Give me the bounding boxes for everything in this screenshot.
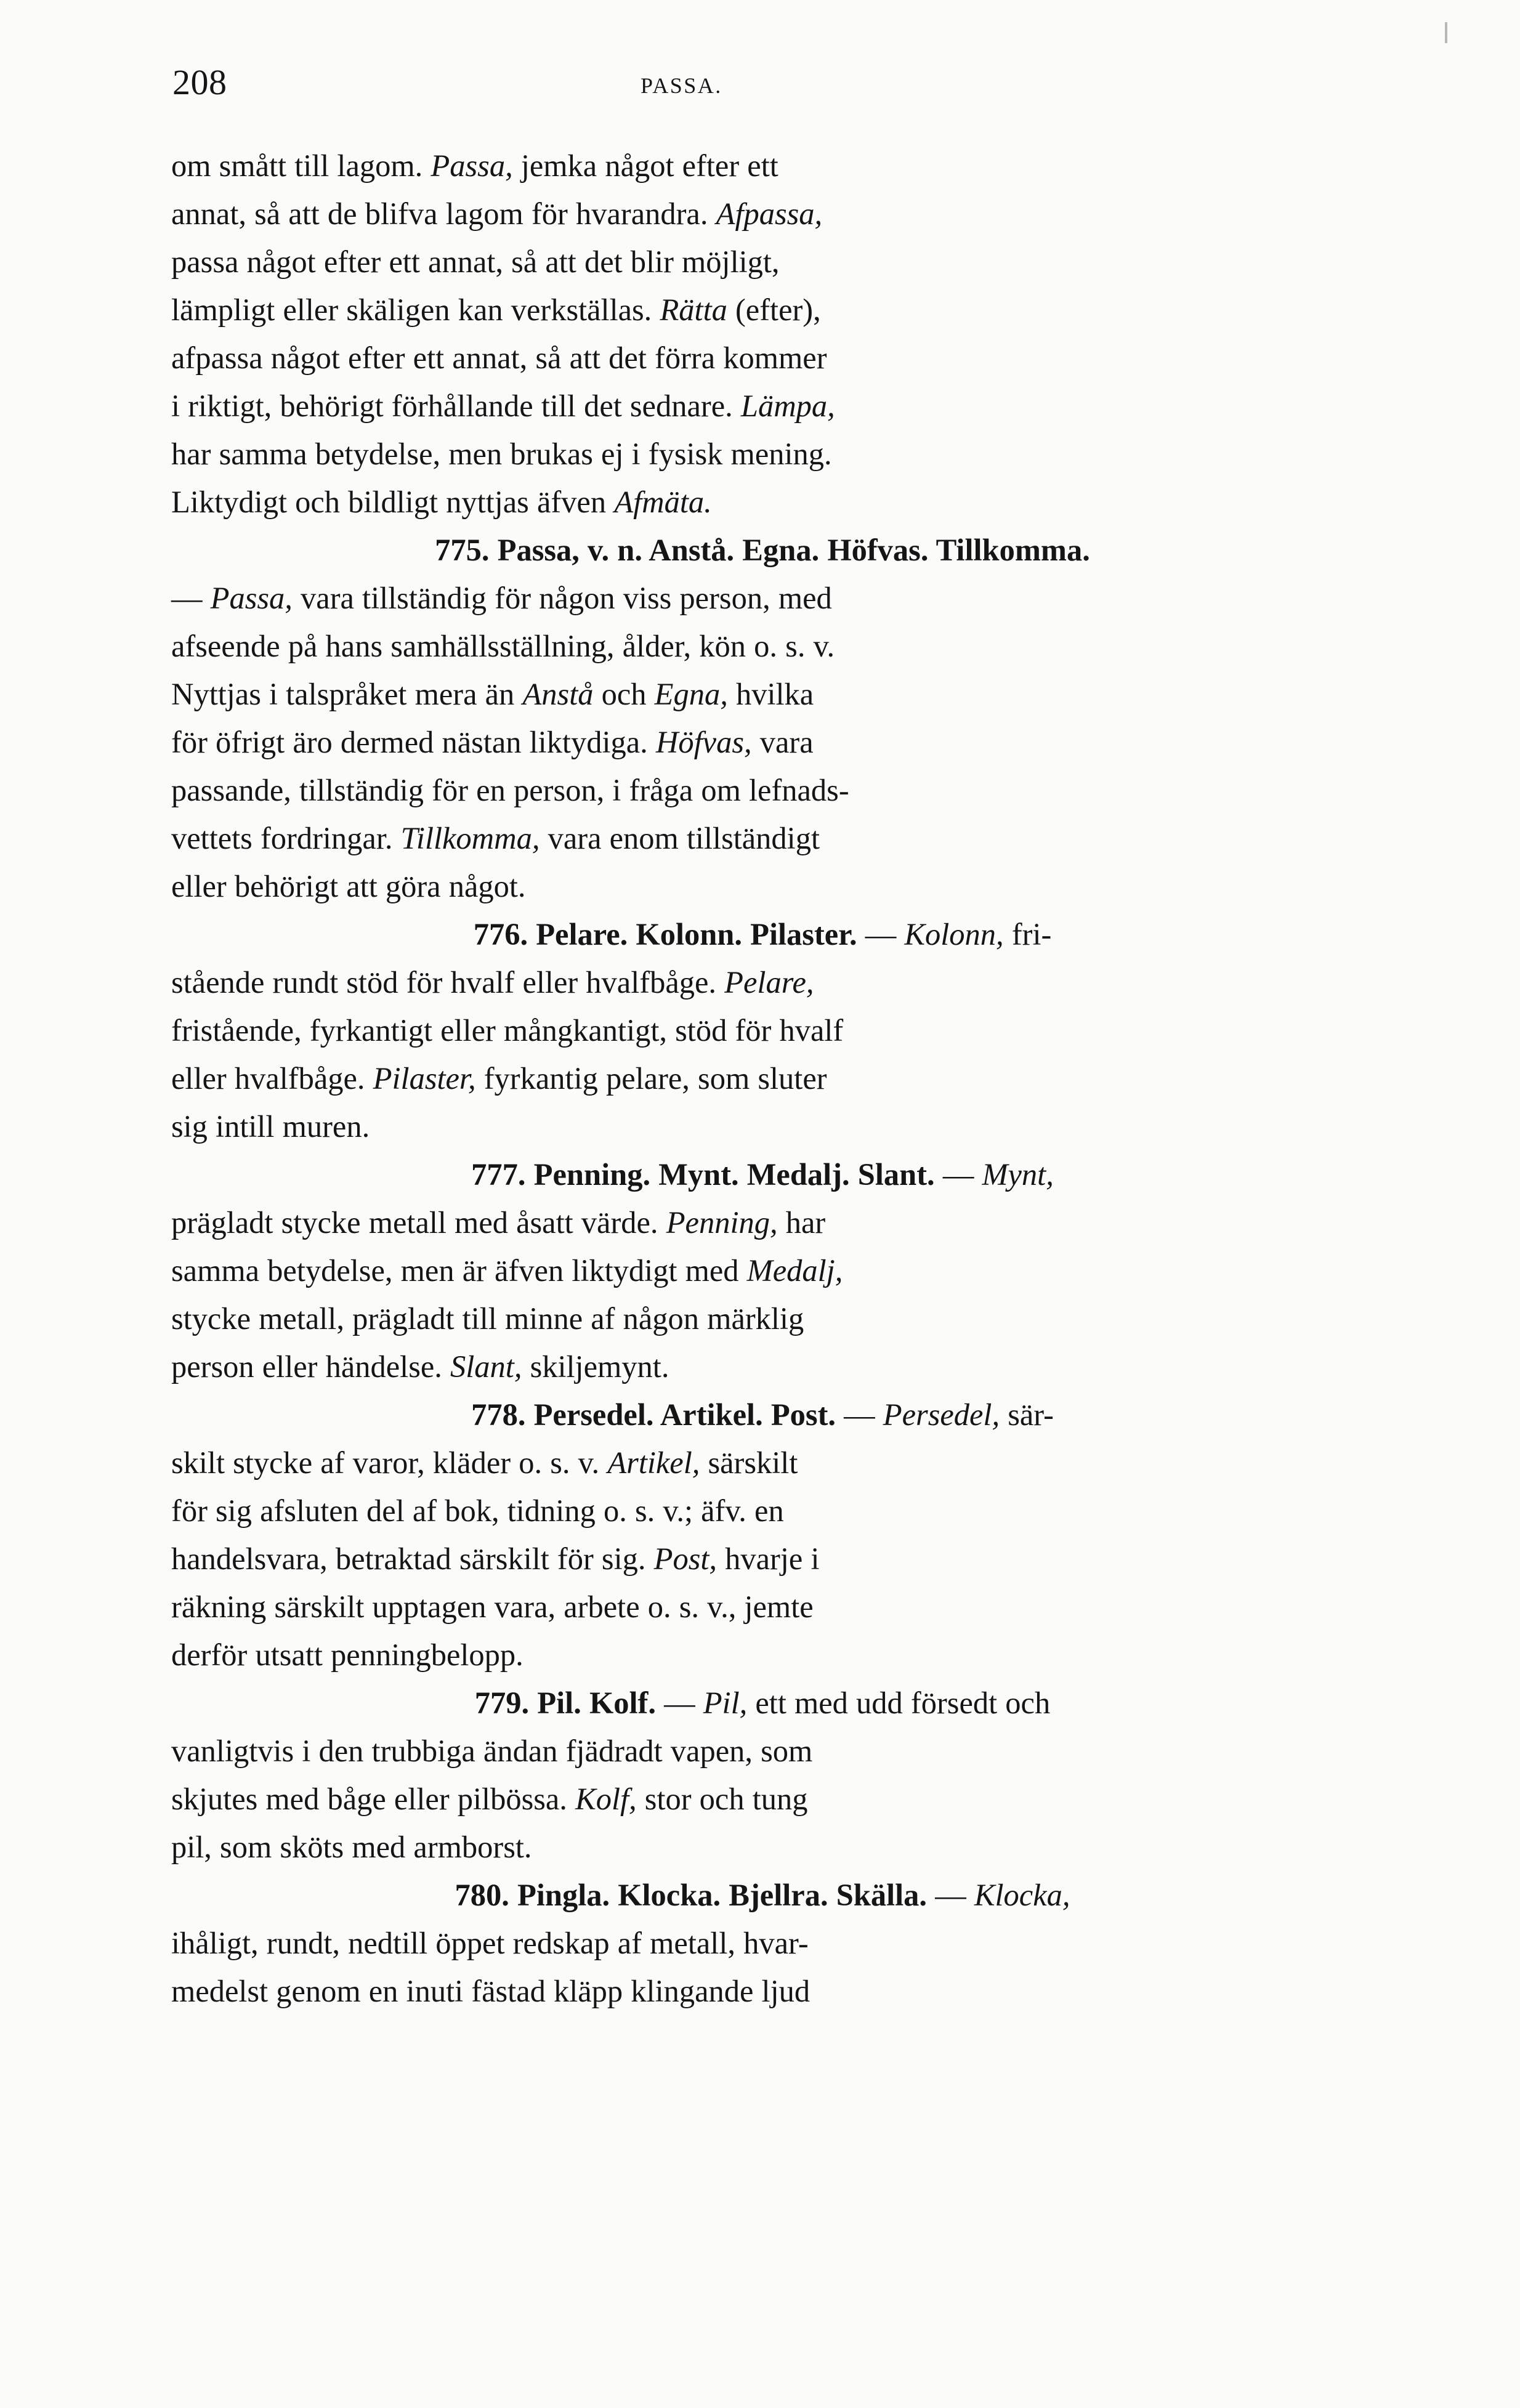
body-text: skilt stycke af varor, kläder o. s. v. [171,1445,608,1480]
text-line [171,1631,1354,1679]
text-line [171,1727,1354,1775]
text-line [171,958,1354,1006]
body-text: passande, tillständig för en person, i fråga om lefnads- [171,773,849,807]
text-line [171,190,1354,238]
text-line [171,718,1354,766]
italic-term: Höfvas, [655,725,752,759]
headword: Anstå. Egna. Höfvas. Tillkomma. [649,533,1090,567]
text-line [171,814,1354,862]
headword: v. n. [588,533,649,567]
body-text: i riktigt, behörigt förhållande till det sednare. [171,389,741,423]
italic-term: Post, [653,1541,718,1576]
text-line [171,1102,1354,1150]
body-text: ett med udd försedt och [747,1686,1051,1720]
body-text: vara [751,725,814,759]
body-text: eller behörigt att göra något. [171,869,526,903]
body-text: (efter), [727,293,821,327]
body-text: lämpligt eller skäligen kan verkställas. [171,293,660,327]
entry-heading-line [171,1679,1354,1727]
italic-term: Egna, [654,677,728,711]
headword: 775. Passa, [435,533,588,567]
body-text: sär- [1000,1397,1054,1432]
text-line [171,1006,1354,1054]
body-text: skiljemynt. [522,1349,669,1384]
body-text: afpassa något efter ett annat, så att det förra kommer [171,341,827,375]
italic-term: Anstå [522,677,594,711]
text-line [171,1054,1354,1102]
body-text: har [777,1205,826,1240]
body-text: stycke metall, prägladt till minne af någon märklig [171,1301,804,1336]
body-text: handelsvara, betraktad särskilt för sig. [171,1541,654,1576]
italic-term: Rätta [660,293,727,327]
italic-term: Kolf, [575,1782,637,1816]
body-text: afseende på hans samhällsställning, ålder, kön o. s. v. [171,629,835,663]
text-line [171,574,1354,622]
text-line [171,238,1354,286]
text-line [171,382,1354,430]
body-text: pil, som sköts med armborst. [171,1830,532,1864]
text-line [171,1775,1354,1823]
italic-term: Afpassa, [716,196,823,231]
body-text: för öfrigt äro dermed nästan liktydiga. [171,725,656,759]
body-text: fyrkantig pelare, som sluter [475,1061,827,1096]
headword: 779. Pil. Kolf. [474,1686,665,1720]
text-line [171,1919,1354,1967]
body-text: vanligtvis i den trubbiga ändan fjädradt vapen, som [171,1734,813,1768]
body-text: — [935,1878,974,1912]
italic-term: Slant, [450,1349,522,1384]
body-text: sig intill muren. [171,1109,370,1144]
italic-term: Passa, [210,581,293,615]
body-text: — [844,1397,883,1432]
body-text: stående rundt stöd för hvalf eller hvalfbåge. [171,965,725,1000]
body-text: vara tillständig för någon viss person, med [292,581,832,615]
scanned-page-area [166,55,1361,2346]
body-text: vettets fordringar. [171,821,401,855]
body-text: prägladt stycke metall med åsatt värde. [171,1205,666,1240]
text-line [171,1823,1354,1871]
running-head: PASSA. [641,73,722,98]
page-header [166,55,1361,123]
text-line [171,1583,1354,1631]
italic-term: Artikel, [607,1445,700,1480]
body-text: räkning särskilt upptagen vara, arbete o. s. v., jemte [171,1590,814,1624]
text-line [171,286,1354,334]
headword: 777. Penning. Mynt. Medalj. Slant. [471,1157,943,1192]
italic-term: Pilaster, [373,1061,476,1096]
headword: 776. Pelare. Kolonn. Pilaster. [473,917,865,951]
body-text: medelst genom en inuti fästad kläpp klingande ljud [171,1974,811,2008]
text-line [171,1487,1354,1535]
text-line [171,430,1354,478]
body-text: särskilt [700,1445,798,1480]
text-line [171,766,1354,814]
page-edge-mark [1445,22,1447,43]
entry-heading-line [171,1391,1354,1439]
italic-term: Lämpa, [740,389,835,423]
italic-term: Tillkomma, [400,821,540,855]
body-text: stor och tung [636,1782,808,1816]
body-text: — [942,1157,982,1192]
body-text: passa något efter ett annat, så att det blir möjligt, [171,244,780,279]
body-text: — [664,1686,703,1720]
italic-term: Penning, [666,1205,778,1240]
italic-term: Persedel, [883,1397,1000,1432]
text-line [171,1535,1354,1583]
headword: 778. Persedel. Artikel. Post. [471,1397,844,1432]
text-line [171,1295,1354,1343]
body-text: jemka något efter ett [512,148,778,183]
body-text: — [171,581,211,615]
body-text: person eller händelse. [171,1349,451,1384]
body-text: samma betydelse, men är äfven liktydigt med [171,1253,747,1288]
text-line [171,1246,1354,1295]
italic-term: Passa, [431,148,513,183]
entry-heading-line [171,1150,1354,1198]
body-text: hvarje i [717,1541,820,1576]
body-text: vara enom tillständigt [540,821,820,855]
body-text: Nyttjas i talspråket mera än [171,677,523,711]
text-line [171,1343,1354,1391]
body-text: eller hvalfbåge. [171,1061,373,1096]
page-number: 208 [172,62,227,102]
body-text: derför utsatt penningbelopp. [171,1638,524,1672]
text-line [171,478,1354,526]
body-text: har samma betydelse, men brukas ej i fysisk mening. [171,437,832,471]
body-text: — [865,917,905,951]
body-text: annat, så att de blifva lagom för hvarandra. [171,196,716,231]
italic-term: Kolonn, [904,917,1004,951]
italic-term: Mynt, [982,1157,1054,1192]
body-text: fristående, fyrkantigt eller mångkantigt, stöd för hvalf [171,1013,844,1048]
italic-term: Medalj, [746,1253,843,1288]
body-text: Liktydigt och bildligt nyttjas äfven [171,485,615,519]
text-line [171,622,1354,670]
entry-heading-line [171,526,1354,574]
text-line [171,334,1354,382]
entry-heading-line [171,910,1354,958]
body-text: hvilka [727,677,814,711]
body-text: skjutes med båge eller pilbössa. [171,1782,576,1816]
body-text: ihåligt, rundt, nedtill öppet redskap af metall, hvar- [171,1926,809,1960]
italic-term: Pil, [703,1686,748,1720]
text-column [171,142,1354,2015]
body-text: fri- [1003,917,1052,951]
body-text: för sig afsluten del af bok, tidning o. s. v.; äfv. en [171,1493,784,1528]
italic-term: Afmäta. [614,485,712,519]
dictionary-body [171,142,1354,2015]
text-line [171,1967,1354,2015]
entry-heading-line [171,1871,1354,1919]
text-line [171,862,1354,910]
body-text: och [593,677,655,711]
italic-term: Pelare, [724,965,814,1000]
headword: 780. Pingla. Klocka. Bjellra. Skälla. [455,1878,936,1912]
text-line [171,142,1354,190]
text-line [171,670,1354,718]
text-line [171,1439,1354,1487]
text-line [171,1198,1354,1246]
body-text: om smått till lagom. [171,148,431,183]
italic-term: Klocka, [974,1878,1070,1912]
